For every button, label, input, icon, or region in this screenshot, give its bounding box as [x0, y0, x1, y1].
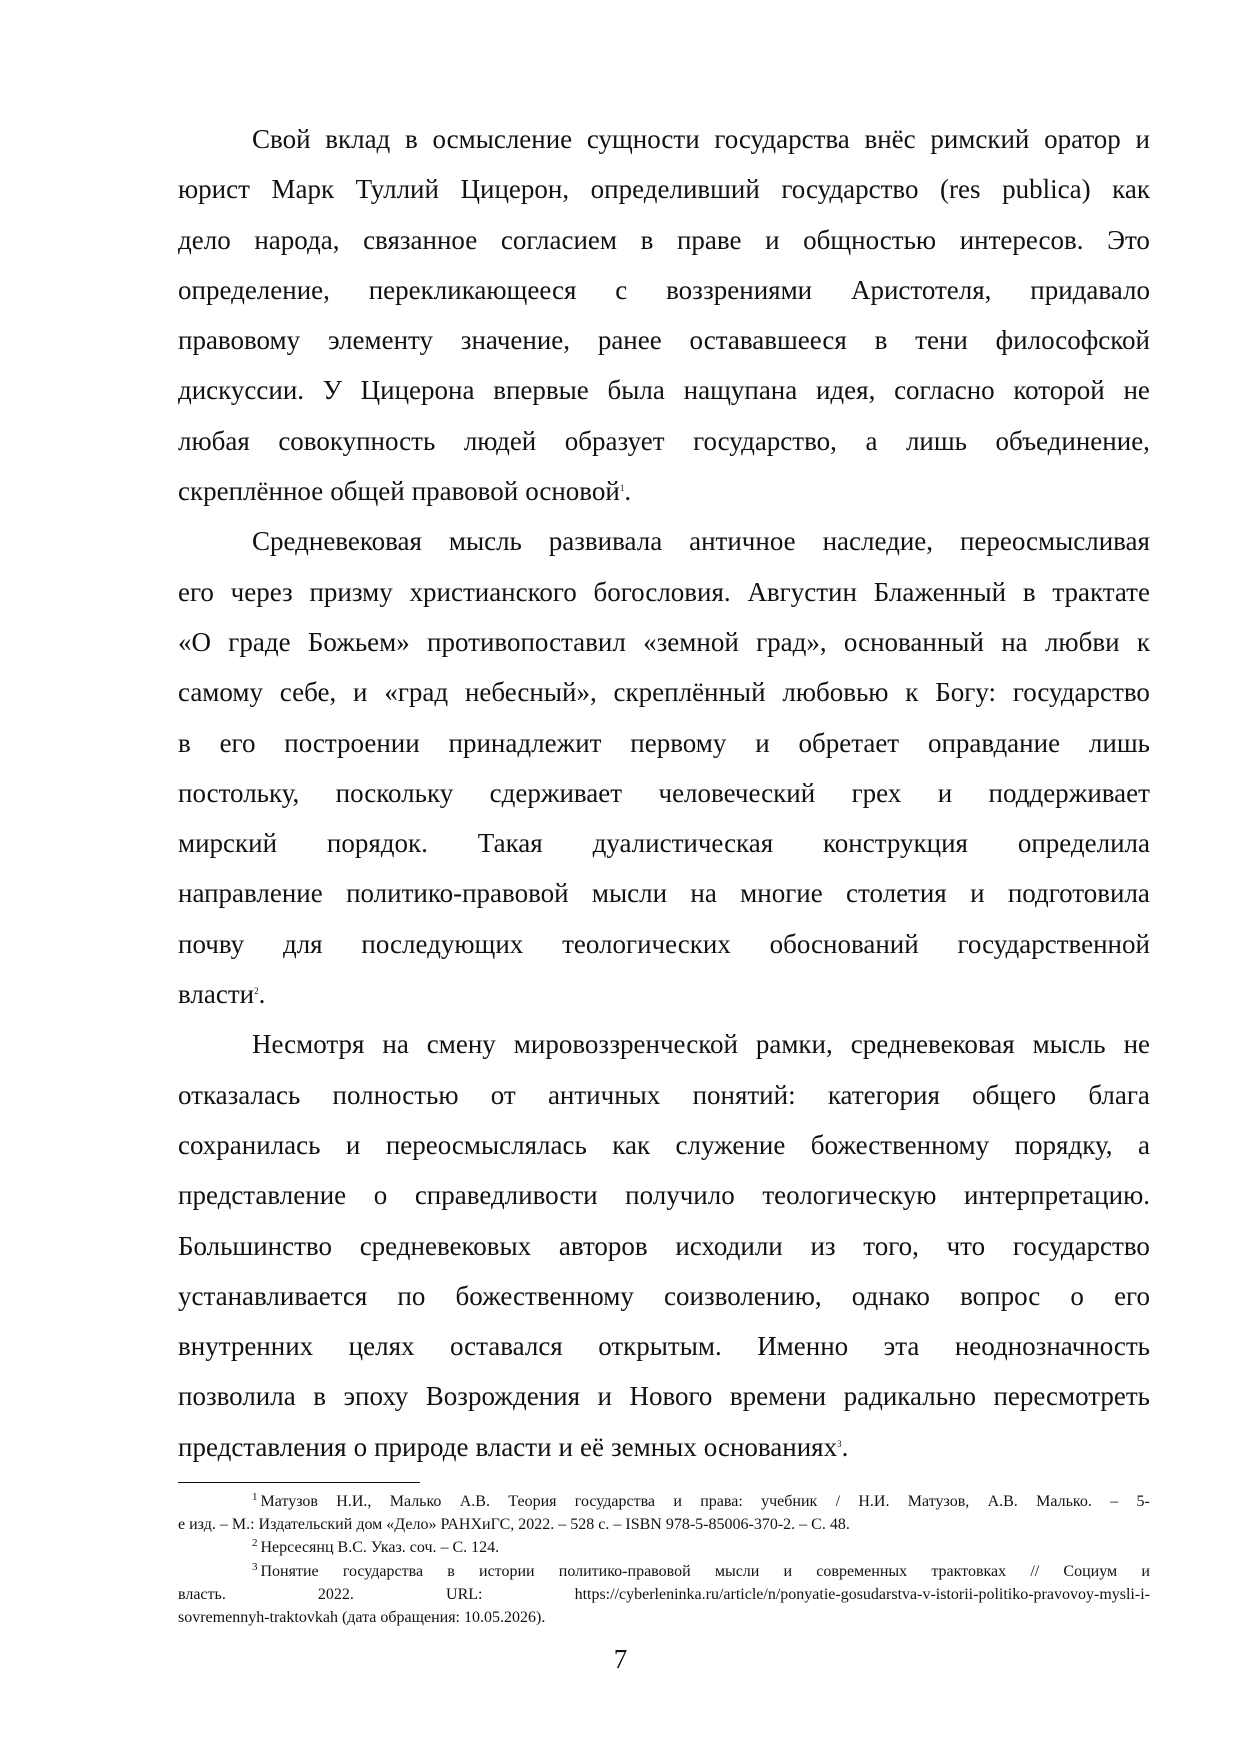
text-line: позволила в эпоху Возрождения и Нового времени радикально пересмотреть	[178, 1381, 1150, 1412]
text-line: в его построении принадлежит первому и обретает оправдание лишь	[178, 727, 1150, 758]
text-line: мирский порядок. Такая дуалистическая конструкция определила	[178, 828, 1150, 859]
text-line: его через призму христианского богословия. Августин Блаженный в трактате	[178, 576, 1150, 607]
footnote-ref: 1	[619, 483, 625, 494]
text-line: «О граде Божьем» противопоставил «земной град», основанный на любви к	[178, 626, 1150, 657]
text-line: почву для последующих теологических обоснований государственной	[178, 928, 1150, 959]
text-line: дело народа, связанное согласием в праве и общностью интересов. Это	[178, 224, 1150, 255]
text-line: представления о природе власти и её земных основаниях$^3$.	[178, 1431, 849, 1462]
text-line: власти$^2$.	[178, 979, 266, 1010]
paragraph	[178, 1019, 1150, 1472]
text-line: Свой вклад в осмысление сущности государства внёс римский оратор и	[252, 124, 1150, 154]
text-line: Несмотря на смену мировоззренческой рамки, средневековая мысль не	[252, 1029, 1150, 1060]
footnote-line: $^1$ Матузов Н.И., Малько А.В. Теория государства и права: учебник / Н.И. Матузов, А.В. Малько. – 5-	[252, 1491, 1150, 1510]
text-line: сохранилась и переосмыслялась как служение божественному порядку, а	[178, 1129, 1150, 1160]
text-line: скреплённое общей правовой основой$^1$.	[178, 476, 632, 507]
footnote-line: власть. 2022. URL: https://cyberleninka.ru/article/n/ponyatie-gosudarstva-v-istorii-politiko-pravovoy-mysli-i-	[178, 1585, 1150, 1603]
text-line: постольку, поскольку сдерживает человеческий грех и поддерживает	[178, 777, 1150, 808]
text-line: Большинство средневековых авторов исходили из того, что государство	[178, 1230, 1150, 1261]
text-line: дискуссии. У Цицерона впервые была нащупана идея, согласно которой не	[178, 375, 1150, 406]
text-line: представление о справедливости получило теологическую интерпретацию.	[178, 1180, 1150, 1211]
text-line: направление политико-правовой мысли на многие столетия и подготовила	[178, 878, 1150, 909]
paragraph	[178, 114, 1150, 516]
footnote-number: 3	[252, 1560, 258, 1573]
footnote-number: 1	[252, 1491, 258, 1503]
footnote-ref: 3	[837, 1438, 842, 1449]
footnote-line: $^2$ Нерсесянц В.С. Указ. соч. – С. 124.	[252, 1537, 500, 1557]
text-line: правовому элементу значение, ранее остававшееся в тени философской	[178, 325, 1150, 356]
footnote-line: sovremennyh-traktovkah (дата обращения: 10.05.2026).	[178, 1608, 546, 1626]
footnotes	[178, 1490, 1150, 1629]
page-number: 7	[613, 1644, 628, 1674]
text-line: самому себе, и «град небесный», скреплённый любовью к Богу: государство	[178, 677, 1150, 708]
footnote-ref: 2	[254, 986, 259, 997]
text-line: Средневековая мысль развивала античное наследие, переосмысливая	[252, 526, 1150, 557]
body-text	[178, 114, 1150, 1472]
footnote	[178, 1560, 1150, 1630]
text-line: устанавливается по божественному соизволению, однако вопрос о его	[178, 1280, 1150, 1311]
footnote-number: 2	[252, 1537, 258, 1550]
footnote	[178, 1536, 1150, 1559]
footnote-separator	[178, 1482, 420, 1483]
footnote	[178, 1490, 1150, 1536]
footnote-line: $^3$ Понятие государства в истории политико-правовой мысли и современных трактовках // Социум и	[252, 1560, 1150, 1580]
text-line: внутренних целях оставался открытым. Именно эта неоднозначность	[178, 1331, 1150, 1362]
paragraph	[178, 516, 1150, 1019]
text-line: отказалась полностью от античных понятий: категория общего блага	[178, 1079, 1150, 1110]
text-line: любая совокупность людей образует государство, а лишь объединение,	[178, 425, 1150, 456]
text-line: определение, перекликающееся с воззрениями Аристотеля, придавало	[178, 274, 1150, 305]
footnote-line: е изд. – М.: Издательский дом «Дело» РАНХиГС, 2022. – 528 с. – ISBN 978-5-85006-370-2. – С. 48.	[178, 1516, 850, 1534]
text-line: юрист Марк Туллий Цицерон, определивший государство (res publica) как	[178, 174, 1150, 205]
